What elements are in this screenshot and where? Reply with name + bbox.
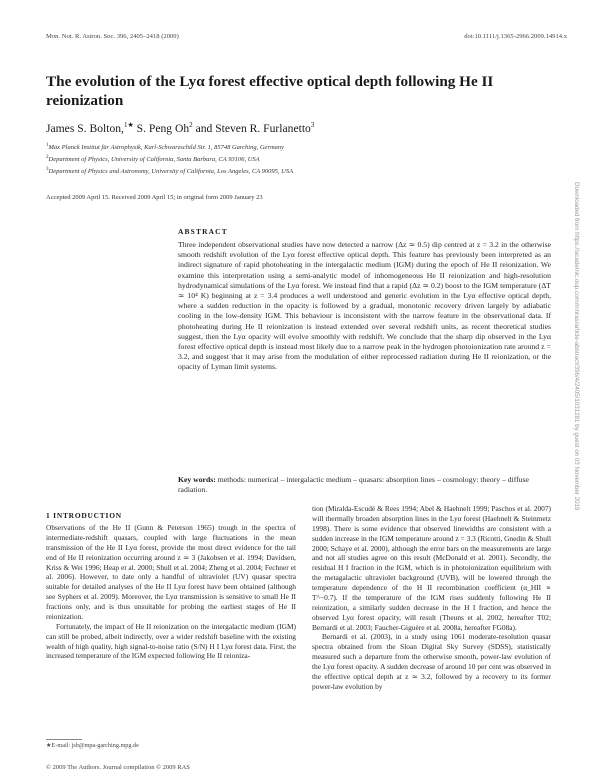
footnote-email[interactable]: ★E-mail: jsb@mpa-garching.mpg.de <box>46 742 139 749</box>
paragraph: Observations of the He II (Gunn & Peterson 1965) trough in the spectra of intermediate-redshift quasars, coupled with large fluctuations in the mean transmission of the He II Lyα forest, provide the most direct evidence for the tail end of He II reionization occurring around z ≃ 3 (Jakobsen et al. 1994; Davidsen, Kriss & Wei 1996; Heap et al. 2000; Shull et al. 2004; Zheng et al. 2004; Fechner et al. 2006). However, to date only a handful of ultraviolet (UV) quasar spectra suitable for detailed analyses of the He II Lyα forest have been obtained (although see Syphers et al. 2009). Moreover, the Lyα transmission is sensitive to small He II fractions only, and is thus unsuitable for probing the earliest stages of He II reionization. <box>46 523 296 621</box>
publication-history: Accepted 2009 April 15. Received 2009 April 15; in original form 2009 January 23 <box>46 194 263 201</box>
author-list <box>46 121 314 135</box>
affiliation-item: $^1$Max Planck Institut für Astrophysik, Karl-Schwarzschild Str. 1, 85748 Garching, Germany <box>46 143 285 152</box>
abstract-body: Three independent observational studies have now detected a narrow (Δz ≃ 0.5) dip centred at z = 3.2 in the otherwise smooth redshift evolution of the Lyα forest effective optical depth. This feature has previously been interpreted as an indirect signature of rapid photoheating in the intergalactic medium (IGM) during the epoch of He II reionization. We examine this interpretation using a semi-analytic model of inhomogeneous He II reionization and high-resolution hydrodynamical simulations of the Lyα forest. We instead find that a rapid (Δz ≃ 0.2) boost to the IGM temperature (ΔT ≃ 10⁴ K) beginning at z = 3.4 produces a well understood and generic evolution in the Lyα effective optical depth, where a sudden reduction in the opacity is followed by a gradual, monotonic recovery driven largely by adiabatic cooling in the low-density IGM. This behaviour is inconsistent with the narrow feature in the observational data. If photoheating during He II reionization is instead extended over several redshift units, as recent theoretical studies suggest, then the Lyα opacity will evolve smoothly with redshift. We conclude that the sharp dip observed in the Lyα forest effective optical depth is instead most likely due to a narrow peak in the hydrogen photoionization rate around z = 3.2, and suggest that it may arise from the modulation of either reprocessed radiation during He II reionization, or the opacity of Lyman limit systems. <box>178 240 551 372</box>
footnote-divider <box>46 739 82 740</box>
download-watermark-text: Downloaded from https://academic.oup.com/mnras/article-abstract/396/4/2405/1031281 by guest on 03 November 2019 <box>573 182 580 511</box>
author-affil-marker: 1★ <box>123 121 134 129</box>
keywords-label: Key words: <box>178 475 216 484</box>
paragraph: Bernardi et al. (2003), in a study using 1061 moderate-resolution quasar spectra obtained from the Sloan Digital Sky Survey (SDSS), statistically measured such a departure from the otherwise smooth, power-law evolution of the Lyα forest opacity. A sudden decrease of around 10 per cent was observed in the effective optical depth at z ≃ 3.2, followed by a recovery to its former power-law evolution by <box>312 632 551 691</box>
keywords-list: methods: numerical – intergalactic medium – quasars: absorption lines – cosmology: theory – diffuse radiation. <box>178 475 529 495</box>
body-column-left <box>46 523 296 661</box>
author-affil-marker: 2 <box>189 121 193 129</box>
journal-reference: Mon. Not. R. Astron. Soc. 396, 2405–2418 (2009) <box>46 33 179 40</box>
doi-link[interactable]: doi:10.1111/j.1365-2966.2009.14914.x <box>464 33 567 40</box>
section-heading: 1 INTRODUCTION <box>46 511 122 520</box>
paper-title: The evolution of the Lyα forest effective optical depth following He II reionization <box>46 73 494 109</box>
author-name: and Steven R. Furlanetto <box>195 121 311 135</box>
affiliations <box>46 141 293 177</box>
body-column-right <box>312 504 551 692</box>
paragraph: tion (Miralda-Escudé & Rees 1994; Abel & Haehnelt 1999; Paschos et al. 2007) will thermally broaden absorption lines in the Lyα forest (Haehnelt & Steinmetz 1998). There is some evidence that observed linewidths are consistent with a sudden increase in the IGM temperature around z = 3.3 (Ricotti, Gnedin & Shull 2000; Schaye et al. 2000), although the error bars on the measurements are large and not all studies agree on this result (McDonald et al. 2001). Secondly, the residual H I fraction in the IGM, which is in photoionization equilibrium with the metagalactic ultraviolet background (UVB), will be lowered through the temperature dependence of the H II recombination coefficient (α_HII ∝ T^−0.7). If the temperature of the IGM rises suddenly following He II reionization, a similarly sudden decrease in the H I fraction, and hence the observed Lyα forest opacity, will result (Theuns et al. 2002, hereafter T02; Bernardi et al. 2003; Faucher-Giguère et al. 2008a, hereafter FG08a). <box>312 504 551 632</box>
download-watermark <box>572 182 582 602</box>
affiliation-item: $^3$Department of Physics and Astronomy, University of California, Los Angeles, CA 90095, USA <box>46 166 294 176</box>
author-name: S. Peng Oh <box>136 121 190 135</box>
keywords <box>178 475 551 496</box>
paragraph: Fortunately, the impact of He II reionization on the intergalactic medium (IGM) can still be probed, albeit indirectly, over a wider redshift baseline with the existing wealth of high quality, high signal-to-noise ratio (S/N) H I Lyα forest data. First, the increased temperature of the IGM expected following He II reioniza- <box>46 621 296 661</box>
author-name: James S. Bolton, <box>46 121 124 135</box>
affiliation-item: $^2$Department of Physics, University of California, Santa Barbara, CA 93106, USA <box>46 154 260 164</box>
abstract-heading: ABSTRACT <box>178 227 228 236</box>
author-affil-marker: 3 <box>310 121 315 129</box>
copyright-notice: © 2009 The Authors. Journal compilation © 2009 RAS <box>46 764 190 771</box>
